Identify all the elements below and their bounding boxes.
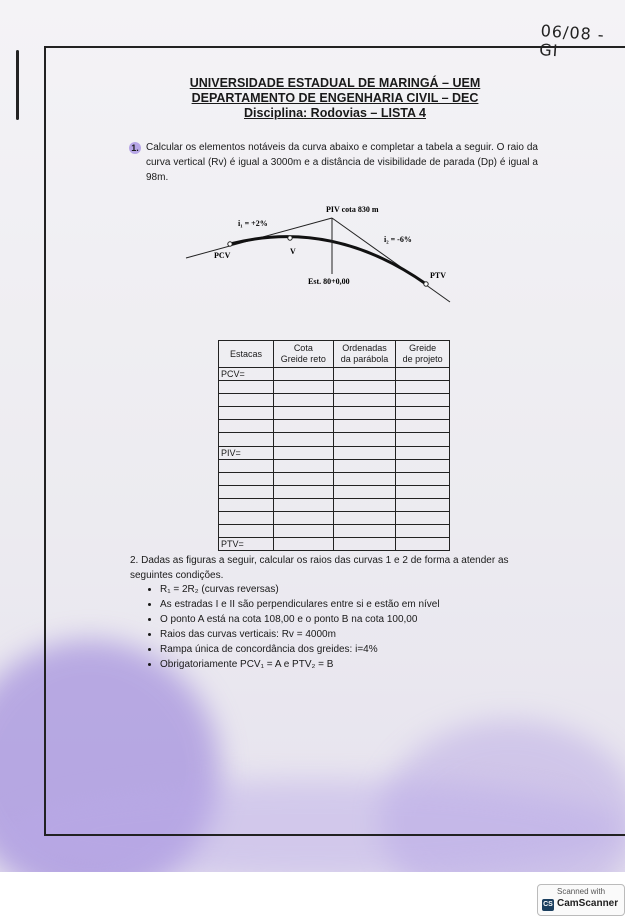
- empty-cell: [396, 420, 450, 433]
- empty-cell: [396, 472, 450, 485]
- empty-cell: [333, 498, 396, 511]
- empty-cell: [396, 512, 450, 525]
- condition-item: • Rampa única de concordância dos greides: i=4%: [160, 642, 440, 657]
- empty-cell: [396, 433, 450, 446]
- empty-cell: [333, 394, 396, 407]
- table-row: [219, 525, 450, 538]
- camscanner-watermark: [537, 884, 625, 916]
- empty-cell: [396, 538, 450, 551]
- station-label: Est. 80+0,00: [308, 277, 350, 286]
- empty-cell: [333, 459, 396, 472]
- header-greide-projeto: Greide de projeto: [396, 341, 450, 368]
- question-2-text: 2. Dadas as figuras a seguir, calcular os raios das curvas 1 e 2 de forma a atender as seguintes condições.: [130, 555, 509, 581]
- empty-cell: [333, 472, 396, 485]
- header-estacas: Estacas: [219, 341, 274, 368]
- empty-cell: [274, 433, 334, 446]
- grade-2-line: [332, 218, 450, 302]
- empty-cell: [333, 525, 396, 538]
- station-cell: [219, 420, 274, 433]
- ptv-point: [424, 282, 428, 286]
- pcv-label: PCV: [214, 251, 231, 260]
- ptv-label: PTV: [430, 271, 446, 280]
- station-cell: [219, 512, 274, 525]
- empty-cell: [333, 420, 396, 433]
- stations-table: [218, 340, 450, 551]
- header-university: UNIVERSIDADE ESTADUAL DE MARINGÁ – UEM: [189, 76, 481, 90]
- empty-cell: [396, 381, 450, 394]
- empty-cell: [333, 368, 396, 381]
- table-row: [219, 381, 450, 394]
- empty-cell: [274, 485, 334, 498]
- table-row: [219, 512, 450, 525]
- empty-cell: [274, 498, 334, 511]
- empty-cell: [274, 525, 334, 538]
- empty-cell: [274, 394, 334, 407]
- condition-item: • O ponto A está na cota 108,00 e o ponto B na cota 100,00: [160, 612, 440, 627]
- condition-item: • Raios das curvas verticais: Rv = 4000m: [160, 627, 440, 642]
- empty-cell: [274, 381, 334, 394]
- empty-cell: [396, 459, 450, 472]
- empty-cell: [333, 538, 396, 551]
- condition-item: • As estradas I e II são perpendiculares entre si e estão em nível: [160, 597, 440, 612]
- empty-cell: [333, 433, 396, 446]
- station-cell: [219, 381, 274, 394]
- grade-2-label: i₂ = -6%: [384, 235, 412, 244]
- empty-cell: [274, 512, 334, 525]
- v-point: [288, 236, 292, 240]
- table-row: [219, 498, 450, 511]
- station-cell: PTV=: [219, 538, 274, 551]
- piv-label: PIV cota 830 m: [326, 205, 379, 214]
- table-row: [219, 433, 450, 446]
- question-1-text: Calcular os elementos notáveis da curva abaixo e completar a tabela a seguir. O raio da curva vertical (Rv) é igual a 3000m e a distância de visibilidade de parada (Dp) é igual a 98m.: [146, 142, 538, 183]
- table-row: [219, 407, 450, 420]
- table-row: [219, 472, 450, 485]
- header-ordenadas: Ordenadas da parábola: [333, 341, 396, 368]
- station-cell: PIV=: [219, 446, 274, 459]
- header-department: DEPARTAMENTO DE ENGENHARIA CIVIL – DEC: [191, 91, 479, 105]
- table-row: [219, 394, 450, 407]
- table-row: [219, 420, 450, 433]
- table-header-row: [219, 341, 450, 368]
- table-row: [219, 446, 450, 459]
- table-row: [219, 538, 450, 551]
- v-label: V: [290, 247, 296, 256]
- handwritten-date: 06/08 - GI: [538, 21, 606, 61]
- vertical-curve-diagram: [180, 198, 460, 308]
- table-row: [219, 485, 450, 498]
- empty-cell: [396, 368, 450, 381]
- station-cell: [219, 472, 274, 485]
- station-cell: [219, 433, 274, 446]
- station-cell: [219, 485, 274, 498]
- empty-cell: [333, 381, 396, 394]
- station-cell: PCV=: [219, 368, 274, 381]
- header-discipline: Disciplina: Rodovias – LISTA 4: [244, 106, 426, 120]
- empty-cell: [396, 407, 450, 420]
- empty-cell: [333, 446, 396, 459]
- station-cell: [219, 394, 274, 407]
- station-cell: [219, 459, 274, 472]
- empty-cell: [274, 538, 334, 551]
- station-cell: [219, 525, 274, 538]
- empty-cell: [274, 459, 334, 472]
- empty-cell: [274, 407, 334, 420]
- empty-cell: [274, 472, 334, 485]
- condition-item: • R₁ = 2R₂ (curvas reversas): [160, 582, 440, 597]
- empty-cell: [274, 368, 334, 381]
- empty-cell: [274, 446, 334, 459]
- grade-1-label: i₁ = +2%: [238, 219, 268, 228]
- watermark-brand: CamScanner: [557, 898, 619, 909]
- station-cell: [219, 407, 274, 420]
- table-body: [219, 368, 450, 551]
- watermark-caption: Scanned with: [556, 887, 606, 896]
- pcv-point: [228, 242, 232, 246]
- empty-cell: [333, 407, 396, 420]
- condition-item: • Obrigatoriamente PCV₁ = A e PTV₂ = B: [160, 657, 440, 672]
- empty-cell: [396, 498, 450, 511]
- station-cell: [219, 498, 274, 511]
- empty-cell: [396, 446, 450, 459]
- conditions-list: [146, 582, 440, 672]
- table-row: [219, 459, 450, 472]
- empty-cell: [333, 485, 396, 498]
- empty-cell: [396, 485, 450, 498]
- table-row: [219, 368, 450, 381]
- empty-cell: [333, 512, 396, 525]
- empty-cell: [396, 394, 450, 407]
- header-cota-greide-reto: Cota Greide reto: [274, 341, 334, 368]
- margin-line: [16, 50, 19, 120]
- camscanner-logo-icon: CS: [542, 899, 554, 911]
- empty-cell: [274, 420, 334, 433]
- empty-cell: [396, 525, 450, 538]
- question-1-number: 1.: [129, 142, 141, 154]
